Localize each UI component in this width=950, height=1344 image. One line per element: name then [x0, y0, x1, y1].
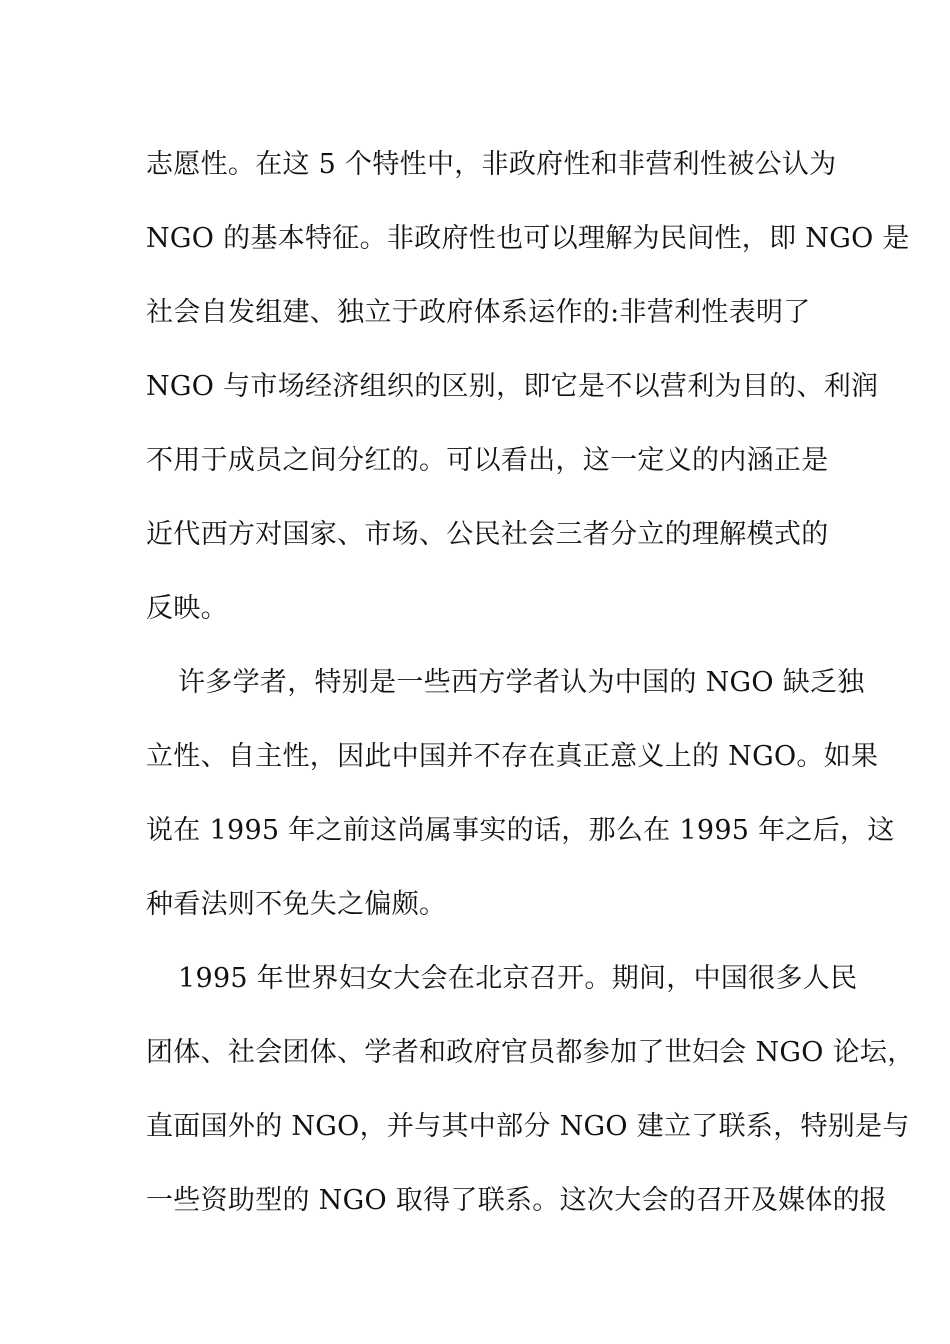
text-line: NGO 与市场经济组织的区别，即它是不以营利为目的、利润: [146, 371, 879, 402]
text-line: 反映。: [146, 593, 228, 624]
text-line: 说在 1995 年之前这尚属事实的话，那么在 1995 年之后，这: [146, 815, 895, 846]
text-line: NGO 的基本特征。非政府性也可以理解为民间性，即 NGO 是: [146, 223, 910, 254]
text-line: 志愿性。在这 5 个特性中，非政府性和非营利性被公认为: [146, 149, 837, 180]
text-line: 种看法则不免失之偏颇。: [146, 889, 447, 920]
text-line: 团体、社会团体、学者和政府官员都参加了世妇会 NGO 论坛，: [146, 1037, 915, 1068]
body-text: [146, 128, 915, 1238]
text-line: 不用于成员之间分红的。可以看出，这一定义的内涵正是: [146, 445, 829, 476]
text-line: 直面国外的 NGO，并与其中部分 NGO 建立了联系，特别是与: [146, 1111, 910, 1142]
text-line: 立性、自主性，因此中国并不存在真正意义上的 NGO。如果: [146, 741, 879, 772]
text-line: 一些资助型的 NGO 取得了联系。这次大会的召开及媒体的报: [146, 1185, 888, 1216]
text-line: 近代西方对国家、市场、公民社会三者分立的理解模式的: [146, 519, 829, 550]
paragraph-start-line: 1995 年世界妇女大会在北京召开。期间，中国很多人民: [178, 963, 858, 994]
text-line: 社会自发组建、独立于政府体系运作的:非营利性表明了: [146, 297, 811, 328]
paragraph-start-line: 许多学者，特别是一些西方学者认为中国的 NGO 缺乏独: [178, 667, 865, 698]
